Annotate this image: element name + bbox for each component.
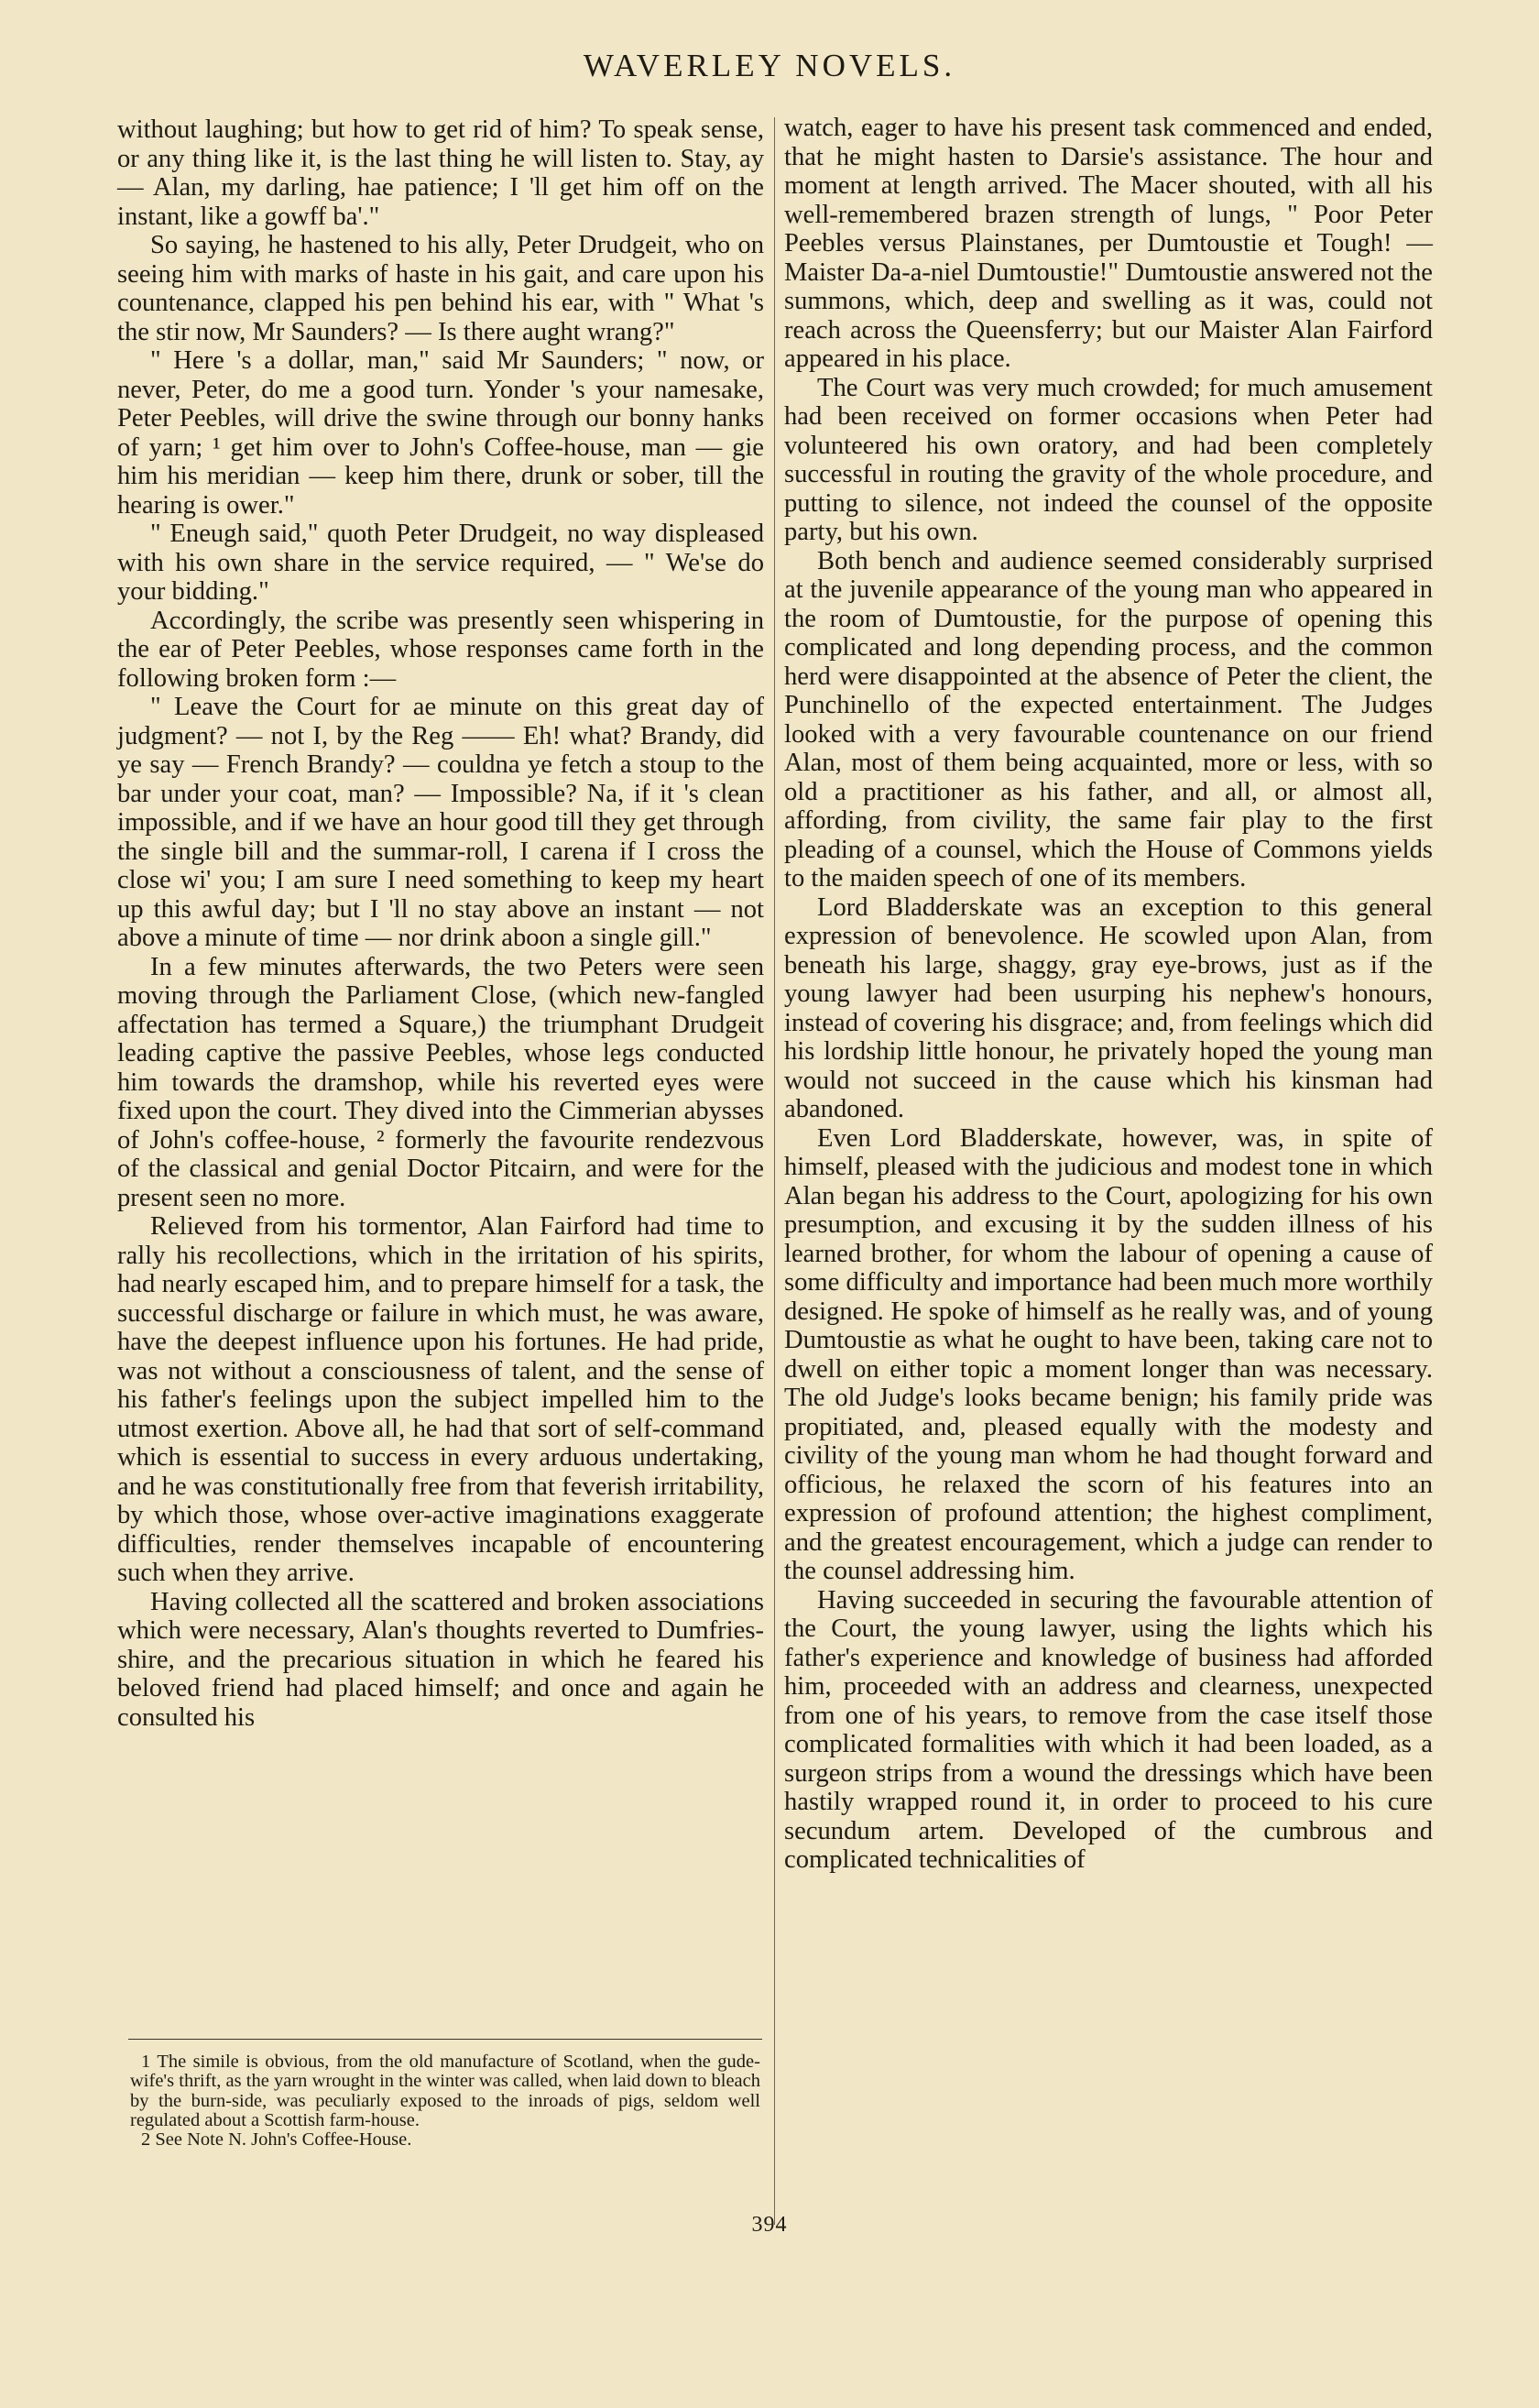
footnote: 2 See Note N. John's Coffee-House. (141, 2129, 412, 2151)
paragraph: without laughing; but how to get rid of him? To speak sense, or any thing like it, is the last thing he will listen to. Stay, ay — Alan, my darling, hae patience; I 'll get him off on the instant, like a gowff ba'." (117, 115, 764, 231)
paragraph: Lord Bladderskate was an exception to this general expression of benevolence. He scowled upon Alan, from beneath his large, shaggy, gray eye-brows, just as if the young lawyer had been usurping his nephew's honours, instead of covering his disgrace; and, from feelings which did his lordship little honour, he privately hoped the young man would not succeed in the cause which his kinsman had abandoned. (784, 892, 1433, 1123)
paragraph: The Court was very much crowded; for much amusement had been received on former occasions when Peter had volunteered his own oratory, and had been completely successful in routing the gravity of the whole procedure, and putting to silence, not indeed the counsel of the opposite party, but his own. (784, 373, 1433, 546)
paragraph: So saying, he hastened to his ally, Peter Drudgeit, who on seeing him with marks of haste in his gait, and care upon his countenance, clapped his pen behind his ear, with " What 's the stir now, Mr Saunders? — Is there aught wrang?" (117, 231, 764, 346)
paragraph: Relieved from his tormentor, Alan Fairford had time to rally his recollections, which in the irritation of his spirits, had nearly escaped him, and to prepare himself for a task, the successful discharge or failure in which must, he was aware, have the deepest influence upon his fortunes. He had pride, was not without a consciousness of talent, and the sense of his father's feelings upon the subject impelled him to the utmost exertion. Above all, he had that sort of self-command which is essential to success in every arduous undertaking, and he was constitutionally free from that feverish irritability, by which those, whose over-active imaginations exaggerate difficulties, render themselves incapable of encountering such when they arrive. (117, 1212, 764, 1587)
paragraph: In a few minutes afterwards, the two Peters were seen moving through the Parliament Close, (which new-fangled affectation has termed a Square,) the triumphant Drudgeit leading captive the passive Peebles, whose legs conducted him towards the dramshop, while his reverted eyes were fixed upon the court. They dived into the Cimmerian abysses of John's coffee-house, ² formerly the favourite rendezvous of the classical and genial Doctor Pitcairn, and were for the present seen no more. (117, 952, 764, 1212)
footnote-rule (128, 2039, 762, 2040)
paragraph: Even Lord Bladderskate, however, was, in spite of himself, pleased with the judicious and modest tone in which Alan began his address to the Court, apologizing for his own presumption, and excusing it by the sudden illness of his learned brother, for whom the labour of opening a cause of some difficulty and importance had been much more worthily designed. He spoke of himself as he really was, and of young Dumtoustie as what he ought to have been, taking care not to dwell on either topic a moment longer than was necessary. The old Judge's looks became benign; his family pride was propitiated, and, pleased equally with the modesty and civility of the young man whom he had thought forward and officious, he relaxed the scorn of his features into an expression of profound attention; the highest compliment, and the greatest encouragement, which a judge can render to the counsel addressing him. (784, 1123, 1433, 1585)
left-column (117, 115, 764, 1732)
footnote: 1 The simile is obvious, from the old manufacture of Scotland, when the gude-wife's thrift, as the yarn wrought in the winter was called, when laid down to bleach by the burn-side, was peculiarly exposed to the inroads of pigs, seldom well regulated about a Scottish farm-house. (130, 2052, 760, 2130)
running-title: WAVERLEY NOVELS. (583, 48, 956, 83)
footnotes (130, 2052, 760, 2150)
column-divider (774, 117, 775, 2225)
paragraph: " Here 's a dollar, man," said Mr Saunders; " now, or never, Peter, do me a good turn. Yonder 's your namesake, Peter Peebles, will drive the swine through our bonny hanks of yarn; ¹ get him over to John's Coffee-house, man — gie him his meridian — keep him there, drunk or sober, till the hearing is ower." (117, 346, 764, 520)
paragraph: " Leave the Court for ae minute on this great day of judgment? — not I, by the Reg —— Eh! what? Brandy, did ye say — French Brandy? — couldna ye fetch a stoup to the bar under your coat, man? — Impossible? Na, if it 's clean impossible, and if we have an hour good till they get through the single bill and the summar-roll, I carena if I cross the close wi' you; I am sure I need something to keep my heart up this awful day; but I 'll no stay above an instant — not above a minute of time — nor drink aboon a single gill." (117, 693, 764, 952)
right-column (784, 114, 1433, 1875)
paragraph: Having collected all the scattered and broken associations which were necessary, Alan's thoughts reverted to Dumfries-shire, and the precarious situation in which he feared his beloved friend had placed himself; and once and again he consulted his (117, 1587, 764, 1732)
paragraph: Accordingly, the scribe was presently seen whispering in the ear of Peter Peebles, whose responses came forth in the following broken form :— (117, 606, 764, 693)
paragraph: Both bench and audience seemed considerably surprised at the juvenile appearance of the young man who appeared in the room of Dumtoustie, for the purpose of opening this complicated and long depending process, and the common herd were disappointed at the absence of Peter the client, the Punchinello of the expected entertainment. The Judges looked with a very favourable countenance on our friend Alan, most of them being acquainted, more or less, with so old a practitioner as his father, and all, or almost all, affording, from civility, the same fair play to the first pleading of a counsel, which the House of Commons yields to the maiden speech of one of its members. (784, 546, 1433, 892)
paragraph: watch, eager to have his present task commenced and ended, that he might hasten to Darsie's assistance. The hour and moment at length arrived. The Macer shouted, with all his well-remembered brazen strength of lungs, " Poor Peter Peebles versus Plainstanes, per Dumtoustie et Tough! — Maister Da-a-niel Dumtoustie!" Dumtoustie answered not the summons, which, deep and swelling as it was, could not reach across the Queensferry; but our Maister Alan Fairford appeared in his place. (784, 114, 1433, 373)
paragraph: " Eneugh said," quoth Peter Drudgeit, no way displeased with his own share in the service required, — " We'se do your bidding." (117, 520, 764, 606)
paragraph: Having succeeded in securing the favourable attention of the Court, the young lawyer, using the lights which his father's experience and knowledge of business had afforded him, proceeded with an address and clearness, unexpected from one of his years, to remove from the case itself those complicated formalities with which it had been loaded, as a surgeon strips from a wound the dressings which have been hastily wrapped round it, in order to proceed to his cure secundum artem. Developed of the cumbrous and complicated technicalities of (784, 1585, 1433, 1874)
page-number: 394 (751, 2213, 788, 2237)
